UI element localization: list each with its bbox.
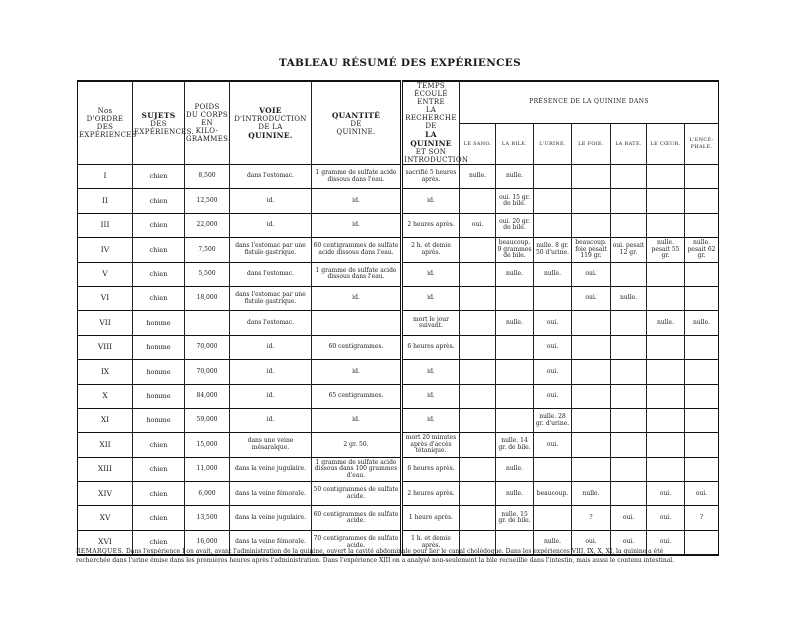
cell-temps: sacrifié 5 heures après. — [402, 165, 460, 189]
cell-num: XV — [78, 506, 133, 530]
header-urine: L'URINE. — [534, 123, 572, 164]
cell-bile — [496, 384, 534, 408]
cell-encephale — [685, 457, 719, 481]
table-row — [78, 165, 719, 189]
cell-urine: oui. — [534, 433, 572, 457]
cell-quantite: id. — [312, 189, 402, 213]
cell-quantite: 70 centigrammes de sulfate acide. — [312, 530, 402, 555]
cell-num: VI — [78, 286, 133, 310]
cell-poids: 16,000 — [185, 530, 230, 555]
cell-voie: dans l'estomac. — [230, 165, 312, 189]
table-row — [78, 408, 719, 432]
cell-foie — [572, 335, 611, 359]
cell-temps: 6 heures après. — [402, 335, 460, 359]
cell-voie: dans la veine fémorale. — [230, 530, 312, 555]
cell-rate — [611, 360, 647, 384]
cell-encephale — [685, 262, 719, 286]
cell-encephale: oui. — [685, 482, 719, 506]
cell-rate — [611, 189, 647, 213]
cell-encephale: nulle. — [685, 311, 719, 335]
cell-temps: mort le jour suivant. — [402, 311, 460, 335]
header-sang: LE SANG. — [460, 123, 496, 164]
cell-foie — [572, 457, 611, 481]
cell-sujet: chien — [133, 286, 185, 310]
header-foie: LE FOIE. — [572, 123, 611, 164]
cell-num: I — [78, 165, 133, 189]
cell-quantite: 2 gr. 50. — [312, 433, 402, 457]
cell-encephale: ? — [685, 506, 719, 530]
cell-bile: oui. 15 gr. de bile. — [496, 189, 534, 213]
cell-quantite: id. — [312, 286, 402, 310]
cell-urine: nulle. — [534, 262, 572, 286]
header-encephale: L'ENCÉ-PHALE. — [685, 123, 719, 164]
cell-coeur: nulle. — [647, 311, 685, 335]
cell-voie: id. — [230, 408, 312, 432]
cell-sang: nulle. — [460, 165, 496, 189]
cell-rate — [611, 384, 647, 408]
cell-bile: nulle. — [496, 262, 534, 286]
cell-rate: oui. — [611, 530, 647, 555]
cell-rate: oui. pesait 12 gr. — [611, 238, 647, 262]
cell-num: II — [78, 189, 133, 213]
cell-sang — [460, 360, 496, 384]
cell-encephale — [685, 335, 719, 359]
cell-bile — [496, 335, 534, 359]
cell-poids: 12,500 — [185, 189, 230, 213]
cell-sujet: homme — [133, 384, 185, 408]
table-row — [78, 213, 719, 237]
table-row — [78, 311, 719, 335]
cell-encephale — [685, 384, 719, 408]
cell-bile — [496, 408, 534, 432]
cell-num: VII — [78, 311, 133, 335]
table-row — [78, 506, 719, 530]
table-row — [78, 384, 719, 408]
cell-rate: nulle. — [611, 286, 647, 310]
header-ordre: Nos D'ORDRE DES EXPÉRIENCES — [78, 81, 133, 165]
cell-quantite: id. — [312, 213, 402, 237]
cell-rate — [611, 165, 647, 189]
cell-voie: dans une veine mésaraïque. — [230, 433, 312, 457]
cell-sang — [460, 433, 496, 457]
cell-temps: 1 heure après. — [402, 506, 460, 530]
cell-coeur: oui. — [647, 506, 685, 530]
cell-quantite: 1 gramme de sulfate acide dissous dans l'eau. — [312, 165, 402, 189]
cell-rate — [611, 482, 647, 506]
cell-urine: nulle. 28 gr. d'urine. — [534, 408, 572, 432]
cell-voie: dans la veine jugulaire. — [230, 457, 312, 481]
cell-sujet: chien — [133, 433, 185, 457]
cell-poids: 59,000 — [185, 408, 230, 432]
cell-poids: 70,000 — [185, 335, 230, 359]
cell-poids: 11,000 — [185, 457, 230, 481]
cell-quantite: 60 centigrammes. — [312, 335, 402, 359]
cell-poids: 6,000 — [185, 482, 230, 506]
cell-sujet: chien — [133, 506, 185, 530]
cell-temps: 6 heures après. — [402, 457, 460, 481]
cell-encephale: nulle. pesait 62 gr. — [685, 238, 719, 262]
cell-quantite: id. — [312, 360, 402, 384]
cell-sujet: homme — [133, 360, 185, 384]
cell-voie: id. — [230, 360, 312, 384]
cell-poids: 22,000 — [185, 213, 230, 237]
cell-voie: id. — [230, 213, 312, 237]
cell-poids: 13,500 — [185, 506, 230, 530]
cell-poids: 5,500 — [185, 262, 230, 286]
cell-foie: oui. — [572, 530, 611, 555]
cell-rate — [611, 433, 647, 457]
header-quantite: QUANTITÉ DE QUININE. — [312, 81, 402, 165]
cell-sang — [460, 262, 496, 286]
remarks-label: REMARQUES. — [76, 548, 125, 555]
cell-sujet: homme — [133, 408, 185, 432]
header-voie: VOIE D'INTRODUCTION DE LA QUININE. — [230, 81, 312, 165]
cell-num: IX — [78, 360, 133, 384]
cell-coeur — [647, 457, 685, 481]
cell-num: XII — [78, 433, 133, 457]
cell-temps: id. — [402, 408, 460, 432]
cell-voie: dans l'estomac par une fistule gastrique. — [230, 238, 312, 262]
cell-coeur — [647, 360, 685, 384]
cell-temps: id. — [402, 360, 460, 384]
cell-quantite: 1 gramme de sulfate acide dissous dans l'eau. — [312, 262, 402, 286]
cell-temps: 2 heures après. — [402, 213, 460, 237]
cell-bile: nulle. 15 gr. de bile. — [496, 506, 534, 530]
cell-sang — [460, 408, 496, 432]
cell-poids: 15,000 — [185, 433, 230, 457]
cell-coeur: oui. — [647, 482, 685, 506]
cell-num: V — [78, 262, 133, 286]
cell-sujet: chien — [133, 262, 185, 286]
cell-encephale — [685, 189, 719, 213]
cell-sang — [460, 238, 496, 262]
remarks — [76, 547, 721, 565]
cell-sang — [460, 506, 496, 530]
cell-foie — [572, 360, 611, 384]
cell-poids: 8,500 — [185, 165, 230, 189]
cell-quantite — [312, 311, 402, 335]
cell-num: VIII — [78, 335, 133, 359]
cell-sujet: chien — [133, 238, 185, 262]
table-row — [78, 286, 719, 310]
cell-coeur — [647, 286, 685, 310]
cell-coeur: nulle. pesait 55 gr. — [647, 238, 685, 262]
cell-temps: 2 h. et demie après. — [402, 238, 460, 262]
cell-bile: nulle. — [496, 482, 534, 506]
cell-coeur: oui. — [647, 530, 685, 555]
header-sujets: SUJETS DES EXPÉRIENCES. — [133, 81, 185, 165]
cell-voie: id. — [230, 335, 312, 359]
page-title: TABLEAU RÉSUMÉ DES EXPÉRIENCES — [279, 57, 521, 69]
table-row — [78, 457, 719, 481]
cell-foie — [572, 384, 611, 408]
table-row — [78, 433, 719, 457]
cell-foie — [572, 311, 611, 335]
cell-sang — [460, 457, 496, 481]
cell-coeur — [647, 189, 685, 213]
cell-rate — [611, 457, 647, 481]
cell-bile: nulle. — [496, 165, 534, 189]
cell-urine: nulle. — [534, 530, 572, 555]
cell-foie: oui. — [572, 262, 611, 286]
cell-temps: mort 20 minutes après d'accès tétanique. — [402, 433, 460, 457]
cell-sujet: chien — [133, 213, 185, 237]
cell-voie: id. — [230, 384, 312, 408]
cell-rate: oui. — [611, 506, 647, 530]
cell-poids: 7,500 — [185, 238, 230, 262]
cell-voie: dans la veine fémorale. — [230, 482, 312, 506]
cell-foie: beaucoup. foie pesait 119 gr. — [572, 238, 611, 262]
cell-temps: id. — [402, 286, 460, 310]
table-row — [78, 238, 719, 262]
cell-quantite: 60 centigrammes de sulfate acide dissous dans l'eau. — [312, 238, 402, 262]
cell-voie: id. — [230, 189, 312, 213]
cell-num: XI — [78, 408, 133, 432]
table-body — [78, 165, 719, 556]
cell-sujet: chien — [133, 457, 185, 481]
cell-sujet: homme — [133, 335, 185, 359]
cell-sang — [460, 384, 496, 408]
cell-sujet: chien — [133, 165, 185, 189]
cell-urine — [534, 457, 572, 481]
cell-coeur — [647, 384, 685, 408]
cell-urine: oui. — [534, 311, 572, 335]
cell-rate — [611, 335, 647, 359]
cell-urine: oui. — [534, 335, 572, 359]
cell-sang — [460, 311, 496, 335]
experiments-table — [77, 80, 719, 556]
cell-coeur — [647, 433, 685, 457]
cell-rate — [611, 408, 647, 432]
cell-bile — [496, 286, 534, 310]
header-temps: TEMPS ÉCOULÉ ENTRE LA RECHERCHE DE LA QUININE ET SON INTRODUCTION — [402, 81, 460, 165]
cell-coeur — [647, 213, 685, 237]
header-bile: LA BILE. — [496, 123, 534, 164]
cell-temps: 2 heures après. — [402, 482, 460, 506]
cell-bile: nulle. — [496, 311, 534, 335]
cell-urine: nulle. 8 gr. 50 d'urine. — [534, 238, 572, 262]
cell-poids: 70,000 — [185, 360, 230, 384]
cell-encephale — [685, 213, 719, 237]
table-row — [78, 335, 719, 359]
cell-bile: oui. 20 gr. de bile. — [496, 213, 534, 237]
cell-voie: dans la veine jugulaire. — [230, 506, 312, 530]
cell-rate — [611, 311, 647, 335]
cell-urine — [534, 286, 572, 310]
cell-coeur — [647, 408, 685, 432]
cell-encephale — [685, 433, 719, 457]
cell-bile: beaucoup. 9 grammes de bile. — [496, 238, 534, 262]
cell-foie — [572, 408, 611, 432]
cell-coeur — [647, 335, 685, 359]
cell-sang: oui. — [460, 213, 496, 237]
cell-quantite: 65 centigrammes. — [312, 384, 402, 408]
cell-sujet: chien — [133, 482, 185, 506]
cell-foie — [572, 165, 611, 189]
cell-num: III — [78, 213, 133, 237]
cell-num: X — [78, 384, 133, 408]
cell-sujet: chien — [133, 189, 185, 213]
cell-urine: beaucoup. — [534, 482, 572, 506]
cell-bile: nulle. 14 gr. de bile. — [496, 433, 534, 457]
cell-temps: id. — [402, 262, 460, 286]
cell-urine: oui. — [534, 360, 572, 384]
cell-encephale — [685, 408, 719, 432]
cell-foie: nulle. — [572, 482, 611, 506]
cell-foie — [572, 189, 611, 213]
header-poids: POIDS DU CORPS EN KILO- GRAMMES. — [185, 81, 230, 165]
cell-encephale — [685, 286, 719, 310]
table-row — [78, 262, 719, 286]
cell-foie: ? — [572, 506, 611, 530]
cell-sang — [460, 286, 496, 310]
cell-urine — [534, 506, 572, 530]
cell-voie: dans l'estomac par une fistule gastrique. — [230, 286, 312, 310]
cell-sujet: homme — [133, 311, 185, 335]
cell-quantite: id. — [312, 408, 402, 432]
cell-encephale — [685, 165, 719, 189]
cell-urine — [534, 165, 572, 189]
header-coeur: LE CŒUR. — [647, 123, 685, 164]
cell-quantite: 60 centigrammes de sulfate acide. — [312, 506, 402, 530]
cell-temps: 1 h. et demie après. — [402, 530, 460, 555]
cell-urine: oui. — [534, 384, 572, 408]
cell-sang — [460, 335, 496, 359]
cell-temps: id. — [402, 384, 460, 408]
cell-encephale — [685, 360, 719, 384]
cell-bile — [496, 360, 534, 384]
cell-rate — [611, 262, 647, 286]
cell-foie — [572, 433, 611, 457]
table-row — [78, 360, 719, 384]
cell-urine — [534, 213, 572, 237]
header-presence: PRÉSENCE DE LA QUININE DANS — [460, 81, 719, 123]
cell-foie — [572, 213, 611, 237]
header-rate: LA RATE. — [611, 123, 647, 164]
cell-num: XIV — [78, 482, 133, 506]
cell-bile: nulle. — [496, 457, 534, 481]
cell-rate — [611, 213, 647, 237]
cell-temps: id. — [402, 189, 460, 213]
cell-poids — [185, 311, 230, 335]
cell-poids: 18,000 — [185, 286, 230, 310]
cell-coeur — [647, 262, 685, 286]
cell-sujet: chien — [133, 530, 185, 555]
cell-urine — [534, 189, 572, 213]
cell-quantite: 1 gramme de sulfate acide dissous dans 100 grammes d'eau. — [312, 457, 402, 481]
table-row — [78, 189, 719, 213]
cell-poids: 84,000 — [185, 384, 230, 408]
cell-coeur — [647, 165, 685, 189]
cell-quantite: 50 centigrammes de sulfate acide. — [312, 482, 402, 506]
cell-voie: dans l'estomac. — [230, 311, 312, 335]
cell-voie: dans l'estomac. — [230, 262, 312, 286]
cell-sang — [460, 482, 496, 506]
remarks-line-2: recherchée dans l'urine émise dans les premières heures après l'administration. Dans l'expérience XIII on a analysé non-seulement la bile recueillie dans l'intestin, mais aussi le contenu intestinal. — [76, 557, 675, 564]
remarks-line-1: REMARQUES. Dans l'expérience I on avait, avant l'administration de la quinine, ouvert la cavité abdominale pour lier le canal cholédoque. Dans les expériences VIII, IX, X, XI, la quinine a été — [76, 548, 664, 555]
cell-num: XVI — [78, 530, 133, 555]
table-row — [78, 482, 719, 506]
cell-foie: oui. — [572, 286, 611, 310]
cell-num: XIII — [78, 457, 133, 481]
cell-num: IV — [78, 238, 133, 262]
cell-sang — [460, 189, 496, 213]
